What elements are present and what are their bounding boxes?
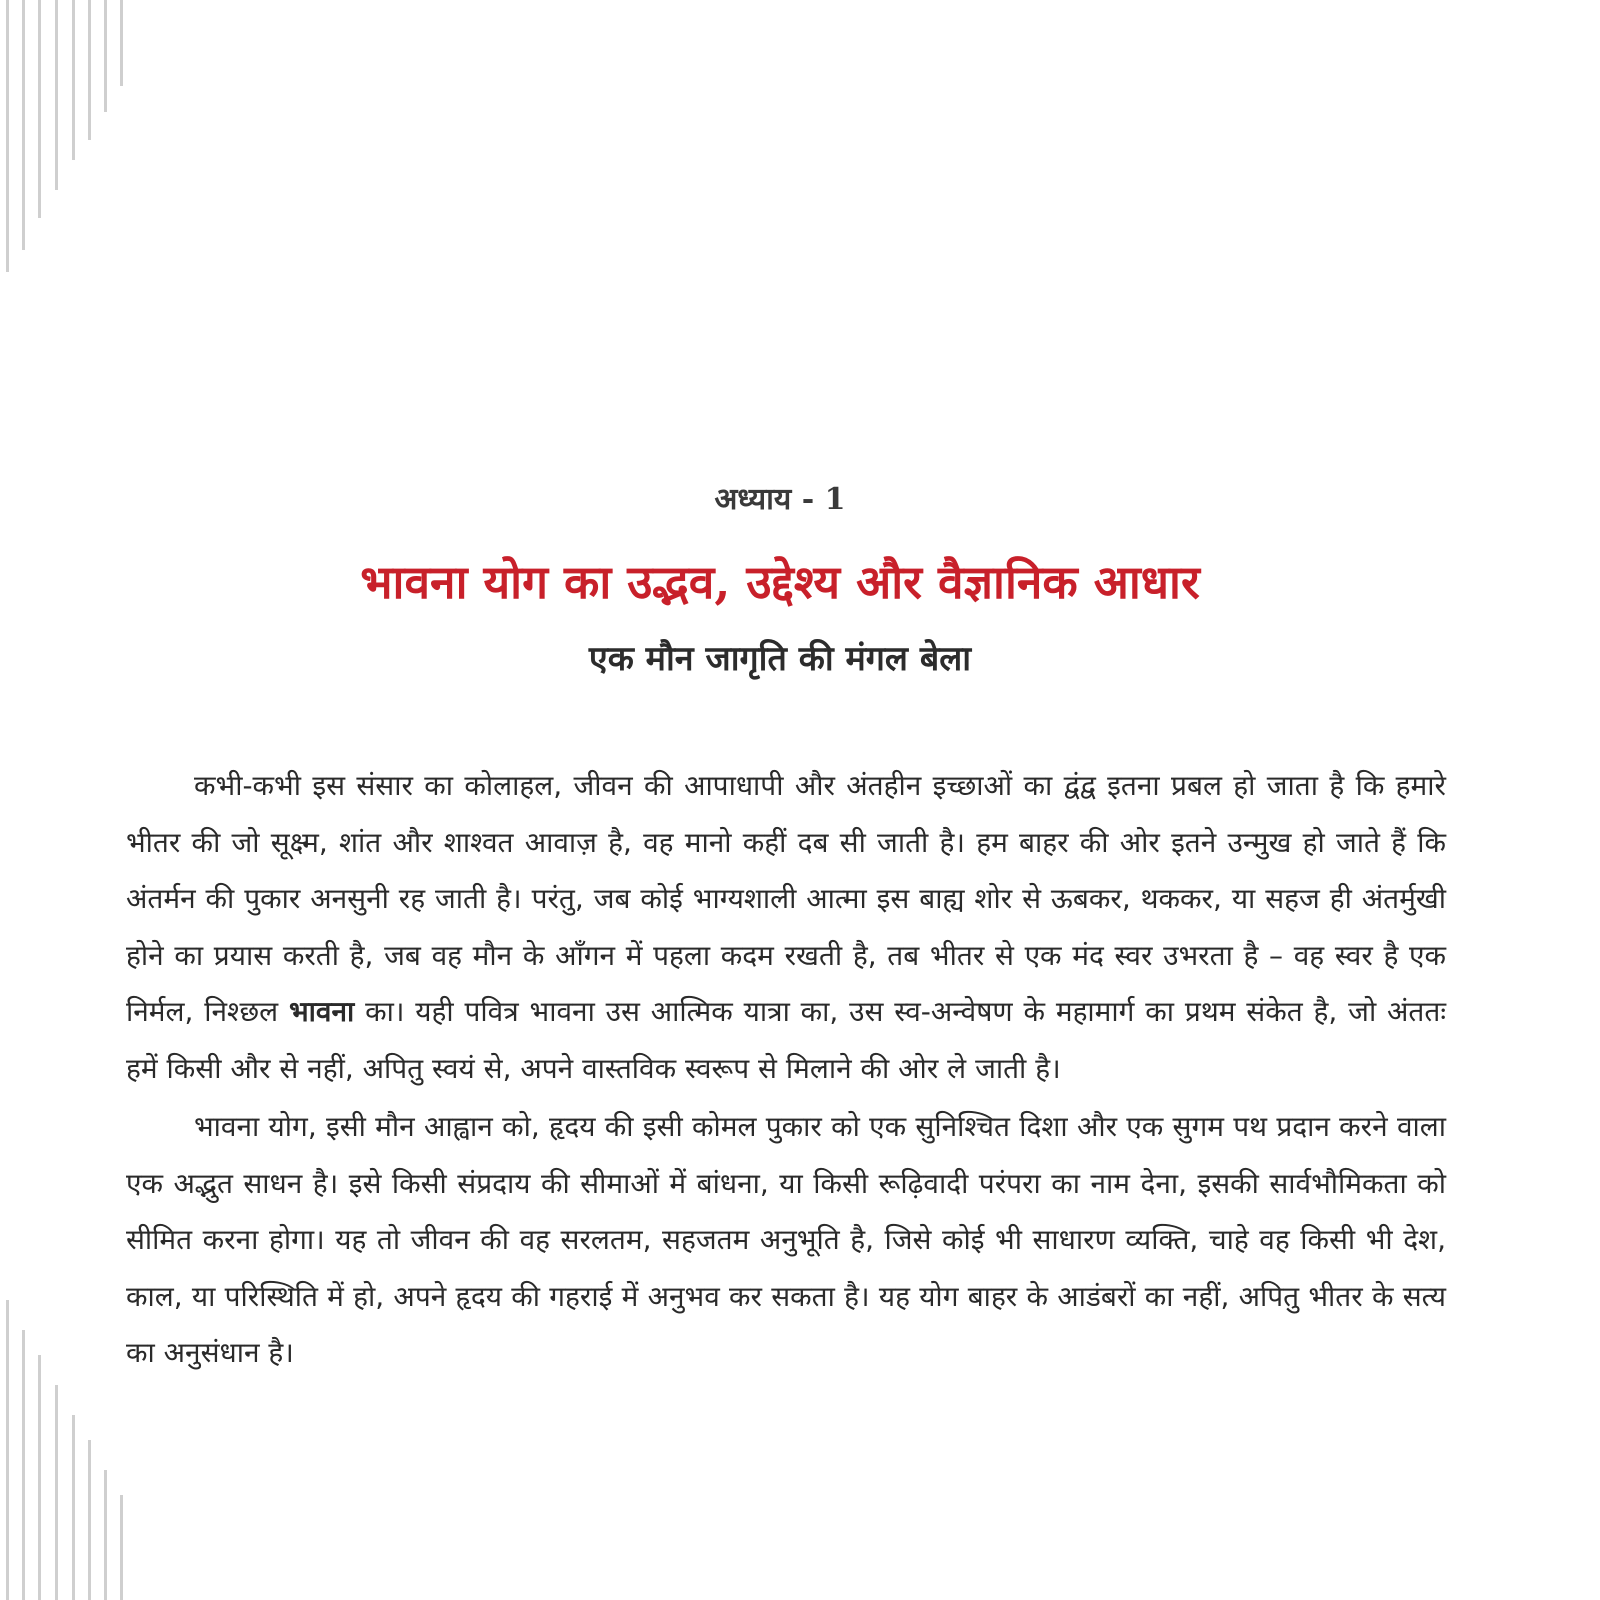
chapter-title: भावना योग का उद्भव, उद्देश्य और वैज्ञानिक आधार (360, 555, 1200, 609)
paragraph-2: भावना योग, इसी मौन आह्वान को, हृदय की इसी कोमल पुकार को एक सुनिश्चित दिशा और एक सुगम पथ प्रदान करने वाला एक अद्भुत साधन है। इसे किसी संप्रदाय की सीमाओं में बांधना, या किसी रूढ़िवादी परंपरा का नाम देना, इसकी सार्वभौमिकता को सीमित करना होगा। यह तो जीवन की वह सरलतम, सहजतम अनुभूति है, जिसे कोई भी साधारण व्यक्ति, चाहे वह किसी भी देश, काल, या परिस्थिति में हो, अपने हृदय की गहराई में अनुभव कर सकता है। यह योग बाहर के आडंबरों का नहीं, अपितु भीतर के सत्य का अनुसंधान है। (126, 1110, 1446, 1369)
chapter-subtitle: एक मौन जागृति की मंगल बेला (588, 639, 972, 679)
paragraph-1 (126, 758, 1446, 1097)
decorative-stripes-top (0, 0, 140, 280)
chapter-body (126, 758, 1446, 1384)
decorative-stripes-bottom (0, 1300, 140, 1600)
paragraph-1-text-after: का। यही पवित्र भावना उस आत्मिक यात्रा का, उस स्व-अन्वेषण के महामार्ग का प्रथम संकेत है, जो अंततः हमें किसी और से नहीं, अपितु स्वयं से, अपने वास्तविक स्वरूप से मिलाने की ओर ले जाती है। (126, 995, 1447, 1085)
paragraph-1-text-before: कभी-कभी इस संसार का कोलाहल, जीवन की आपाधापी और अंतहीन इच्छाओं का द्वंद्व इतना प्रबल हो जाता है कि हमारे भीतर की जो सूक्ष्म, शांत और शाश्वत आवाज़ है, वह मानो कहीं दब सी जाती है। हम बाहर की ओर इतने उन्मुख हो जाते हैं कि अंतर्मन की पुकार अनसुनी रह जाती है। परंतु, जब कोई भाग्यशाली आत्मा इस बाह्य शोर से ऊबकर, थककर, या सहज ही अंतर्मुखी होने का प्रयास करती है, जब वह मौन के आँगन में पहला कदम रखती है, तब भीतर से एक मंद स्वर उभरता है – वह स्वर है एक निर्मल, निश्छल (126, 769, 1446, 1028)
chapter-label: अध्याय - 1 (714, 482, 846, 517)
paragraph-1-bold-word: भावना (288, 995, 355, 1028)
